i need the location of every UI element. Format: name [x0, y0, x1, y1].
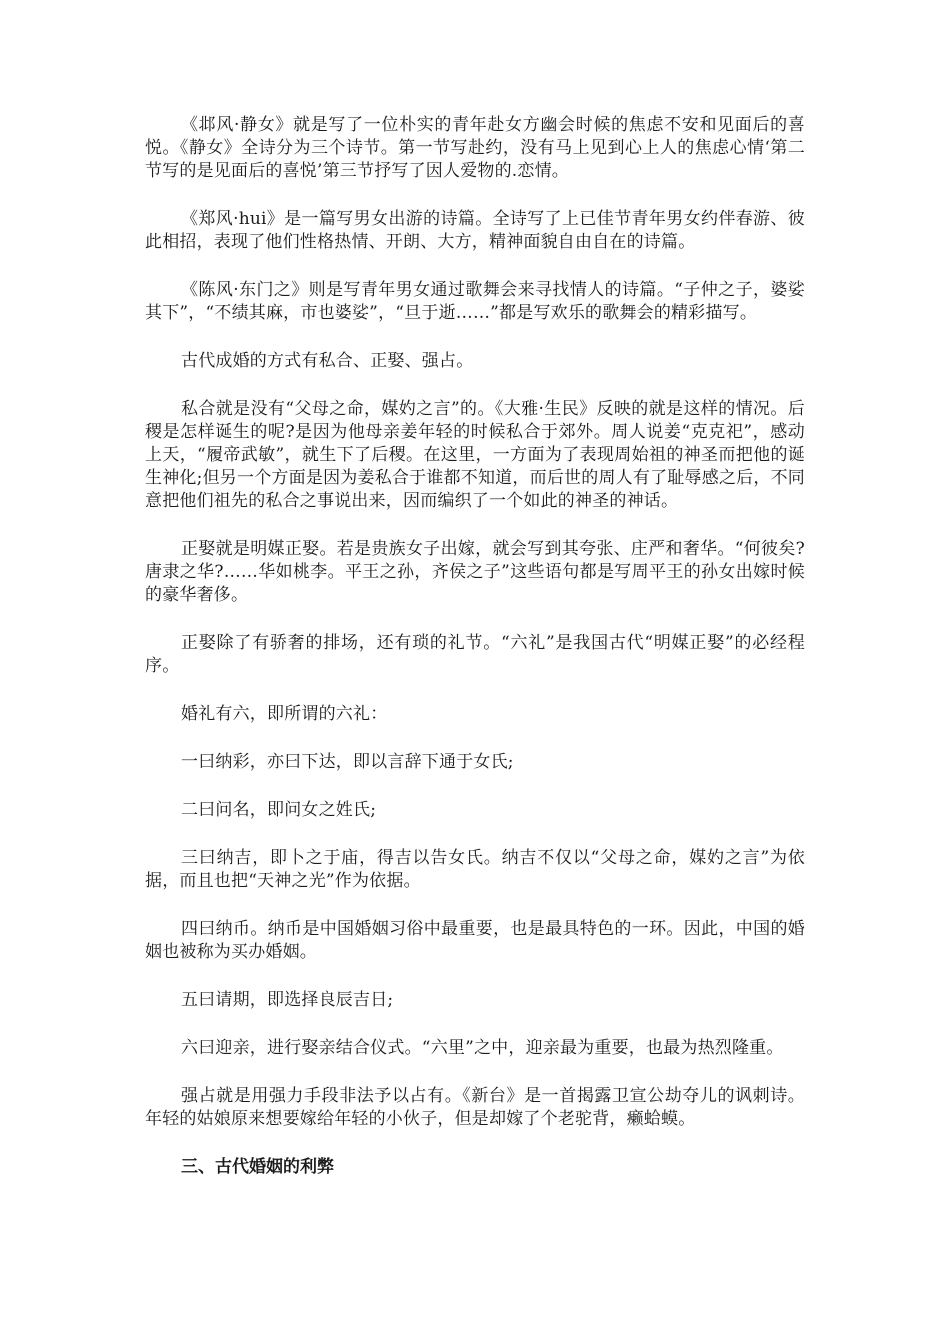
- paragraph-zhengfeng: 《郑风·hui》是一篇写男女出游的诗篇。全诗写了上已佳节青年男女约伴春游、彼此相招，表现了他们性格热情、开朗、大方，精神面貌自由自在的诗篇。: [145, 209, 805, 252]
- paragraph-liuli-list-intro: 婚礼有六，即所谓的六礼：: [181, 704, 388, 724]
- paragraph-liuli-intro: 正娶除了有骄奢的排场，还有琐的礼节。“六礼”是我国古代“明媒正娶”的必经程序。: [145, 633, 805, 676]
- paragraph-naji: 三曰纳吉，即卜之于庙，得吉以告女氏。纳吉不仅以“父母之命，媒妁之言”为依据，而且也把“天神之光”作为依据。: [145, 848, 805, 891]
- paragraph-wenming: 二曰问名，即问女之姓氏;: [181, 800, 377, 820]
- paragraph-sihe: 私合就是没有“父母之命，媒妁之言”的。《大雅·生民》反映的就是这样的情况。后稷是怎样诞生的呢?是因为他母亲姜年轻的时候私合于郊外。周人说姜“克克祀”，感动上天，“履帝武敏”，就生下了后稷。在这里，一方面为了表现周始祖的神圣而把他的诞生神化;但另一个方面是因为姜私合于谁都不知道，而后世的周人有了耻辱感之后，不同意把他们祖先的私合之事说出来，因而编织了一个如此的神圣的神话。: [145, 399, 805, 511]
- paragraph-chenfeng: 《陈风·东门之》则是写青年男女通过歌舞会来寻找情人的诗篇。“子仲之子，婆娑其下”，“不绩其麻，市也婆娑”，“旦于逝……”都是写欢乐的歌舞会的精彩描写。: [145, 280, 805, 323]
- paragraph-nabi: 四曰纳币。纳币是中国婚姻习俗中最重要，也是最具特色的一环。因此，中国的婚姻也被称为买办婚姻。: [145, 919, 805, 962]
- section-heading: 三、古代婚姻的利弊: [181, 1157, 334, 1177]
- paragraph-marriage-methods: 古代成婚的方式有私合、正娶、强占。: [181, 351, 474, 371]
- paragraph-yingqin: 六曰迎亲，进行娶亲结合仪式。“六里”之中，迎亲最为重要，也最为热烈隆重。: [181, 1038, 784, 1058]
- paragraph-zhengqu: 正娶就是明媒正娶。若是贵族女子出嫁，就会写到其夸张、庄严和奢华。“何彼矣?唐隶之华?……华如桃李。平王之孙，齐侯之子”这些语句都是写周平王的孙女出嫁时候的豪华奢侈。: [145, 539, 805, 605]
- paragraph-qingqi: 五曰请期，即选择良辰吉日;: [181, 990, 394, 1010]
- paragraph-nacai: 一曰纳彩，亦曰下达，即以言辞下通于女氏;: [181, 752, 514, 772]
- paragraph-jingnv: 《邶风·静女》就是写了一位朴实的青年赴女方幽会时候的焦虑不安和见面后的喜悦。《静女》全诗分为三个诗节。第一节写赴约，没有马上见到心上人的焦虑心情‘第二节写的是见面后的喜悦’第三节抒写了因人爱物的.恋情。: [145, 115, 805, 181]
- document-page: [145, 114, 805, 1179]
- paragraph-qiangzhan: 强占就是用强力手段非法予以占有。《新台》是一首揭露卫宣公劫夺儿的讽刺诗。年轻的姑娘原来想要嫁给年轻的小伙子，但是却嫁了个老驼背，癞蛤蟆。: [145, 1086, 805, 1129]
